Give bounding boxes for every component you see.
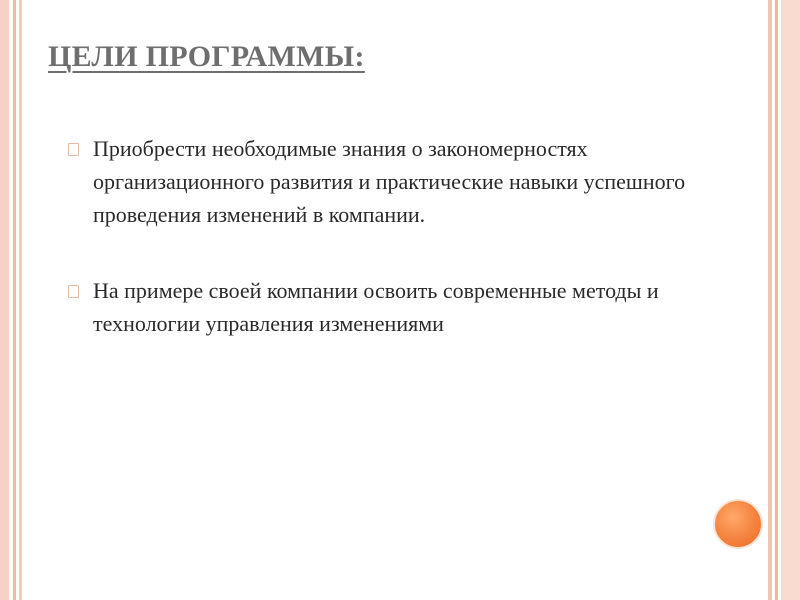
bullet-text: Приобрести необходимые знания о закономерностях организационного развития и практические навыки успешного проведения изменений в компании. xyxy=(93,136,686,227)
bullet-item xyxy=(68,274,738,340)
right-decorative-stripe xyxy=(775,0,778,600)
right-decorative-stripe xyxy=(768,0,772,600)
left-decorative-stripe xyxy=(13,0,16,600)
bullet-marker-icon xyxy=(68,143,79,156)
bullet-item xyxy=(68,132,738,231)
bullet-marker-icon xyxy=(68,285,79,298)
left-decorative-stripe xyxy=(0,0,9,600)
orange-circle-icon xyxy=(713,499,763,549)
bullet-list xyxy=(68,132,738,383)
slide-title: ЦЕЛИ ПРОГРАММЫ: xyxy=(48,40,365,73)
right-decorative-stripe xyxy=(781,0,800,600)
bullet-text: На примере своей компании освоить современные методы и технологии управления изменениями xyxy=(93,278,659,336)
left-decorative-stripe xyxy=(19,0,22,600)
